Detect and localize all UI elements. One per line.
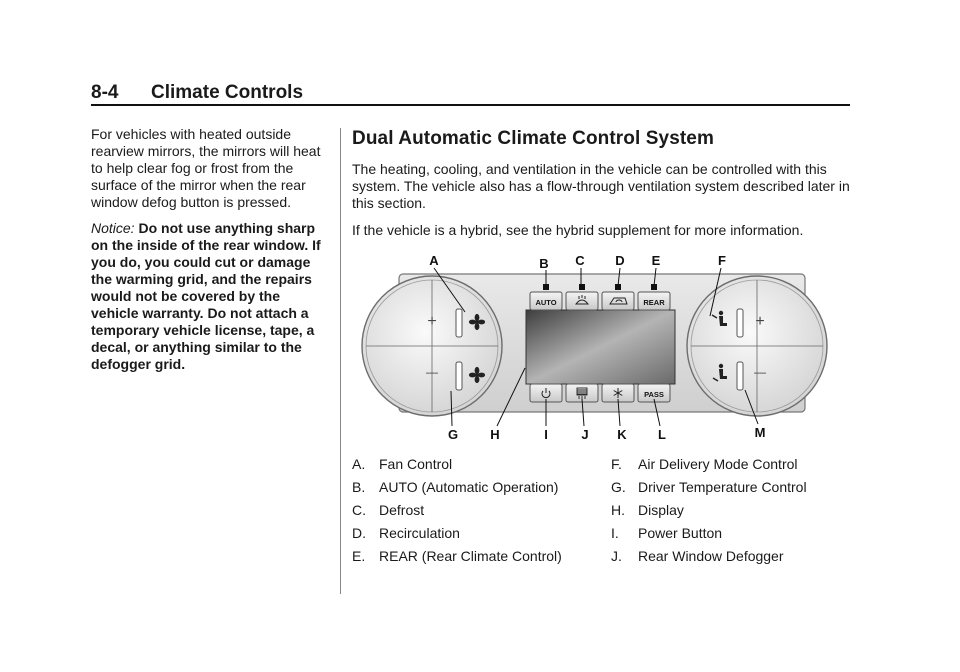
callout-d: D bbox=[615, 253, 625, 268]
legend-text: Rear Window Defogger bbox=[638, 548, 784, 564]
climate-control-figure bbox=[352, 246, 848, 442]
legend-text: AUTO (Automatic Operation) bbox=[379, 479, 559, 495]
legend-text: REAR (Rear Climate Control) bbox=[379, 548, 562, 564]
legend-item bbox=[611, 502, 851, 519]
legend-text: Display bbox=[638, 502, 684, 518]
callout-j: J bbox=[581, 427, 589, 442]
legend-text: Recirculation bbox=[379, 525, 460, 541]
legend-item bbox=[352, 548, 602, 565]
passenger-temp-minus: — bbox=[754, 365, 766, 379]
section-title: Dual Automatic Climate Control System bbox=[352, 128, 714, 149]
intro-paragraph: The heating, cooling, and ventilation in the vehicle can be controlled with this system. The vehicle also has a flow-through ventilation system described later in this section. bbox=[352, 161, 850, 211]
header-rule bbox=[91, 104, 850, 106]
legend-letter: G. bbox=[611, 479, 626, 495]
legend-letter: E. bbox=[352, 548, 366, 564]
legend-left bbox=[352, 456, 602, 571]
legend-letter: A. bbox=[352, 456, 366, 472]
column-divider bbox=[340, 128, 341, 594]
legend-text: Air Delivery Mode Control bbox=[638, 456, 798, 472]
passenger-temp-plus: + bbox=[755, 313, 765, 330]
legend-text: Power Button bbox=[638, 525, 723, 541]
legend-item bbox=[611, 525, 851, 542]
auto-button-label: AUTO bbox=[535, 298, 557, 307]
notice-paragraph bbox=[91, 220, 331, 373]
legend-letter: F. bbox=[611, 456, 622, 472]
legend-letter: J. bbox=[611, 548, 622, 564]
callout-c: C bbox=[575, 253, 585, 268]
legend-right bbox=[611, 456, 851, 571]
notice-label: Notice: bbox=[91, 220, 135, 236]
callout-b: B bbox=[539, 256, 549, 271]
page-number: 8-4 bbox=[91, 82, 119, 103]
legend-letter: C. bbox=[352, 502, 366, 518]
callout-k: K bbox=[617, 427, 627, 442]
legend-item bbox=[352, 479, 602, 496]
defrost-button bbox=[566, 292, 598, 310]
legend-item bbox=[611, 479, 851, 496]
legend-text: Driver Temperature Control bbox=[638, 479, 807, 495]
callout-f: F bbox=[718, 253, 726, 268]
callout-i: I bbox=[544, 427, 548, 442]
hybrid-paragraph: If the vehicle is a hybrid, see the hybrid supplement for more information. bbox=[352, 222, 804, 238]
recirculation-button bbox=[602, 292, 634, 310]
legend-text: Fan Control bbox=[379, 456, 453, 472]
legend-item bbox=[611, 548, 851, 565]
driver-temp-plus: + bbox=[427, 313, 437, 330]
rear-button-label: REAR bbox=[643, 298, 665, 307]
callout-m: M bbox=[754, 425, 766, 440]
mirror-paragraph: For vehicles with heated outside rearview mirrors, the mirrors will heat to help clear fog or frost from the surface of the mirror when the rear window defog button is pressed. bbox=[91, 126, 321, 210]
callout-h: H bbox=[490, 427, 500, 442]
legend-letter: B. bbox=[352, 479, 366, 495]
climate-panel-illustration bbox=[352, 246, 848, 442]
callout-l: L bbox=[658, 427, 666, 442]
display-screen bbox=[526, 310, 675, 384]
left-column bbox=[91, 126, 331, 382]
legend-item bbox=[352, 525, 602, 542]
legend-letter: I. bbox=[611, 525, 619, 541]
legend-item bbox=[611, 456, 851, 473]
chapter-title: Climate Controls bbox=[151, 82, 304, 103]
right-column bbox=[352, 128, 852, 249]
callout-e: E bbox=[651, 253, 661, 268]
callout-a: A bbox=[429, 253, 439, 268]
driver-temp-minus: — bbox=[426, 365, 438, 379]
legend-letter: H. bbox=[611, 502, 625, 518]
legend-item bbox=[352, 502, 602, 519]
right-knob bbox=[687, 276, 827, 416]
legend-text: Defrost bbox=[379, 502, 425, 518]
legend-item bbox=[352, 456, 602, 473]
callout-g: G bbox=[447, 427, 459, 442]
left-knob bbox=[362, 276, 502, 416]
page-header bbox=[91, 82, 850, 106]
legend-letter: D. bbox=[352, 525, 366, 541]
pass-button-label: PASS bbox=[644, 390, 664, 399]
notice-text: Do not use anything sharp on the inside of the rear window. If you do, you could cut or damage the warming grid, and the repairs would not be covered by the vehicle warranty. Do not attach a temporary vehicle license, tape, a decal, or anything similar to the defogger grid. bbox=[91, 220, 321, 372]
